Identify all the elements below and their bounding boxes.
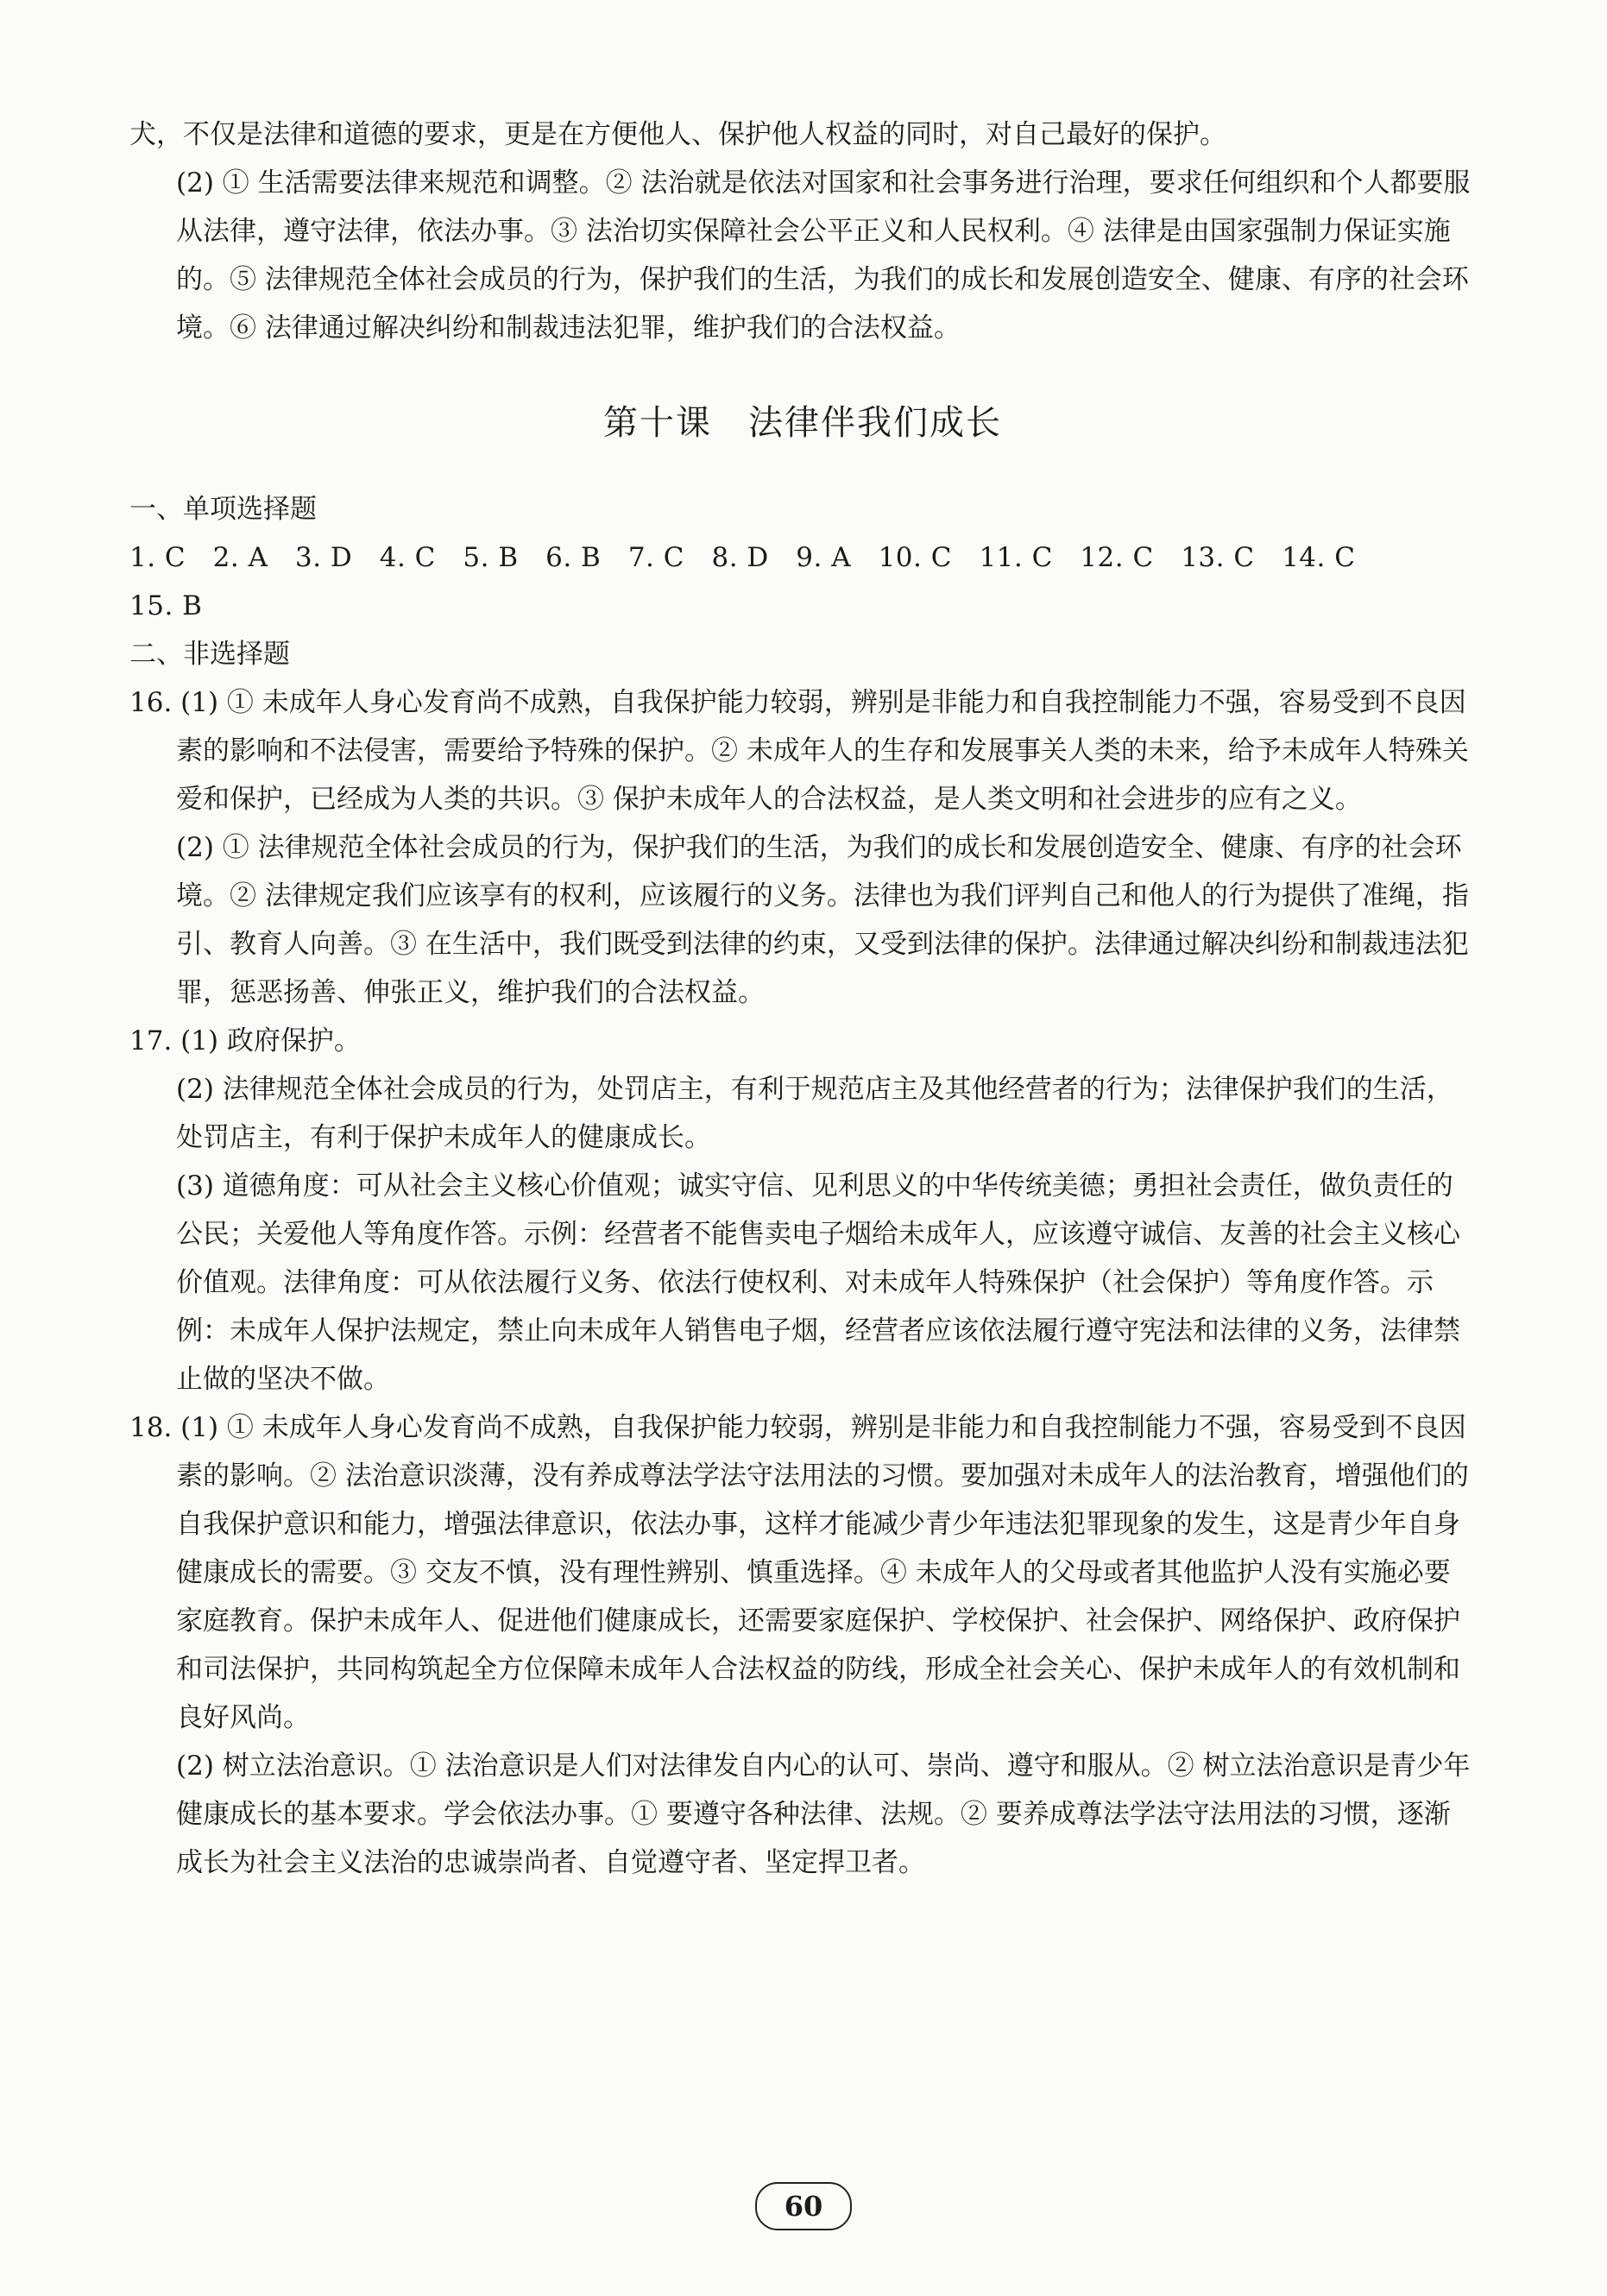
q18-part-1: 18. (1) ① 未成年人身心发育尚不成熟，自我保护能力较弱，辨别是非能力和自我控制能力不强，容易受到不良因素的影响。② 法治意识淡薄，没有养成尊法学法守法用法的习惯。要加强对未成年人的法治教育，增强他们的自我保护意识和能力，增强法律意识，依法办事，这样才能减少青少年违法犯罪现象的发生，这是青少年自身健康成长的需要。③ 交友不慎，没有理性辨别、慎重选择。④ 未成年人的父母或者其他监护人没有实施必要家庭教育。保护未成年人、促进他们健康成长，还需要家庭保护、学校保护、社会保护、网络保护、政府保护和司法保护，共同构筑起全方位保障未成年人合法权益的防线，形成全社会关心、保护未成年人的有效机制和良好风尚。 <box>129 1412 1469 1733</box>
choice-answers-row-2: 15. B <box>129 590 203 621</box>
section-heading-nonchoice: 二、非选择题 <box>129 639 290 670</box>
page-number: 60 <box>755 2182 852 2230</box>
q17-part-1: 17. (1) 政府保护。 <box>129 1025 361 1057</box>
continued-line: 犬，不仅是法律和道德的要求，更是在方便他人、保护他人权益的同时，对自己最好的保护。 <box>129 119 1226 150</box>
section-heading-choice: 一、单项选择题 <box>129 494 317 525</box>
q16-part-2: (2) ① 法律规范全体社会成员的行为，保护我们的生活，为我们的成长和发展创造安全、健康、有序的社会环境。② 法律规定我们应该享有的权利，应该履行的义务。法律也为我们评判自己和他人的行为提供了准绳，指引、教育人向善。③ 在生活中，我们既受到法律的约束，又受到法律的保护。法律通过解决纠纷和制裁违法犯罪，惩恶扬善、伸张正义，维护我们的合法权益。 <box>176 832 1469 1008</box>
page-content <box>129 110 1476 1887</box>
choice-answers-row-1: 1. C 2. A 3. D 4. C 5. B 6. B 7. C 8. D 9. A 10. C 11. C 12. C 13. C 14. C <box>129 542 1356 573</box>
q16-part-1: 16. (1) ① 未成年人身心发育尚不成熟，自我保护能力较弱，辨别是非能力和自我控制能力不强，容易受到不良因素的影响和不法侵害，需要给予特殊的保护。② 未成年人的生存和发展事关人类的未来，给予未成年人特殊关爱和保护，已经成为人类的共识。③ 保护未成年人的合法权益，是人类文明和社会进步的应有之义。 <box>129 687 1469 815</box>
answer-part-2: (2) ① 生活需要法律来规范和调整。② 法治就是依法对国家和社会事务进行治理，要求任何组织和个人都要服从法律，遵守法律，依法办事。③ 法治切实保障社会公平正义和人民权利。④ 法律是由国家强制力保证实施的。⑤ 法律规范全体社会成员的行为，保护我们的生活，为我们的成长和发展创造安全、健康、有序的社会环境。⑥ 法律通过解决纠纷和制裁违法犯罪，维护我们的合法权益。 <box>176 167 1471 344</box>
q17-part-2: (2) 法律规范全体社会成员的行为，处罚店主，有利于规范店主及其他经营者的行为；法律保护我们的生活，处罚店主，有利于保护未成年人的健康成长。 <box>176 1074 1453 1153</box>
q17-part-3: (3) 道德角度：可从社会主义核心价值观；诚实守信、见利思义的中华传统美德；勇担社会责任，做负责任的公民；关爱他人等角度作答。示例：经营者不能售卖电子烟给未成年人，应该遵守诚信、友善的社会主义核心价值观。法律角度：可从依法履行义务、依法行使权利、对未成年人特殊保护（社会保护）等角度作答。示例：未成年人保护法规定，禁止向未成年人销售电子烟，经营者应该依法履行遵守宪法和法律的义务，法律禁止做的坚决不做。 <box>176 1170 1460 1395</box>
lesson-title: 第十课 法律伴我们成长 <box>603 403 1002 443</box>
q18-part-2: (2) 树立法治意识。① 法治意识是人们对法律发自内心的认可、崇尚、遵守和服从。② 树立法治意识是青少年健康成长的基本要求。学会依法办事。① 要遵守各种法律、法规。② 要养成尊法学法守法用法的习惯，逐渐成长为社会主义法治的忠诚崇尚者、自觉遵守者、坚定捍卫者。 <box>176 1750 1471 1878</box>
